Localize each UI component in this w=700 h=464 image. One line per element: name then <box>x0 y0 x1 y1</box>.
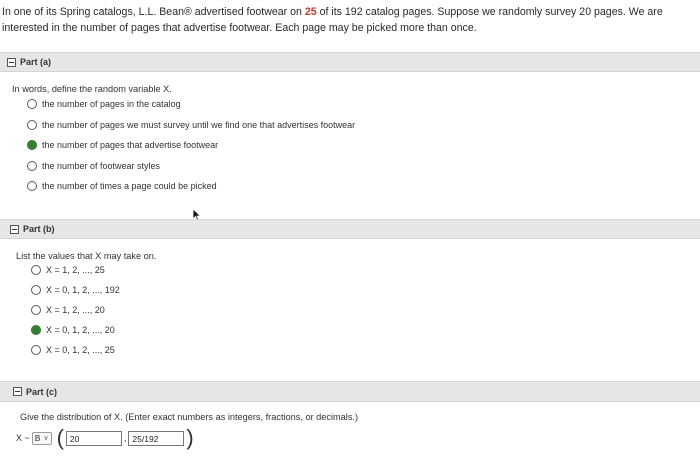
option-label: X = 1, 2, ..., 25 <box>46 265 105 275</box>
part-a-option-0[interactable] <box>27 99 181 109</box>
option-label: X = 1, 2, ..., 20 <box>46 305 105 315</box>
collapse-icon[interactable] <box>13 387 22 396</box>
part-a-option-4[interactable] <box>27 181 217 191</box>
part-a-header[interactable] <box>0 52 700 72</box>
part-b-question: List the values that X may take on. <box>16 251 157 261</box>
intro-highlight: 25 <box>304 6 317 18</box>
close-paren: ) <box>186 425 194 450</box>
option-label: the number of times a page could be picked <box>42 181 217 191</box>
radio-button[interactable] <box>31 265 41 275</box>
radio-button[interactable] <box>31 285 41 295</box>
part-a-title: Part (a) <box>20 57 52 67</box>
open-paren: ( <box>56 425 64 450</box>
radio-button[interactable] <box>31 345 41 355</box>
option-label: X = 0, 1, 2, ..., 192 <box>46 285 120 295</box>
option-label: the number of footwear styles <box>42 161 161 171</box>
param-n-input[interactable]: 20 <box>66 431 122 446</box>
part-b-option-3[interactable] <box>31 325 115 335</box>
distribution-row <box>16 427 196 449</box>
param-p-input[interactable]: 25/192 <box>128 431 184 446</box>
radio-button[interactable] <box>27 99 37 109</box>
part-b-title: Part (b) <box>23 224 55 234</box>
intro-text-2: of its 192 catalog pages. Suppose we randomly survey 20 pages. We are interested in the number of pages that advertise footwear. Each page may be picked more than once. <box>2 6 663 34</box>
radio-button[interactable] <box>27 161 37 171</box>
option-label: the number of pages we must survey until we find one that advertises footwear <box>42 120 356 130</box>
part-a-option-3[interactable] <box>27 161 160 171</box>
option-label: X = 0, 1, 2, ..., 25 <box>46 345 115 355</box>
part-b-option-4[interactable] <box>31 345 115 355</box>
x-tilde-label: X ~ <box>16 433 30 443</box>
part-b-option-2[interactable] <box>31 305 105 315</box>
part-a-option-1[interactable] <box>27 120 355 130</box>
part-b-option-1[interactable] <box>31 285 120 295</box>
part-a-option-2[interactable] <box>27 140 218 150</box>
radio-button-selected[interactable] <box>31 325 41 335</box>
param-separator: , <box>123 433 127 443</box>
option-label: X = 0, 1, 2, ..., 20 <box>46 325 115 335</box>
intro-text-1: In one of its Spring catalogs, L.L. Bean® advertised footwear on <box>2 6 305 18</box>
problem-statement <box>2 4 696 36</box>
distribution-select[interactable] <box>32 432 52 445</box>
part-c-header[interactable] <box>0 381 700 402</box>
collapse-icon[interactable] <box>7 58 16 67</box>
part-b-header[interactable] <box>0 219 700 239</box>
part-c-question: Give the distribution of X. (Enter exact numbers as integers, fractions, or decimals.) <box>20 412 359 422</box>
chevron-down-icon: ∨ <box>43 435 49 442</box>
part-c-title: Part (c) <box>26 386 58 397</box>
option-label: the number of pages in the catalog <box>42 99 181 109</box>
part-a-question: In words, define the random variable X. <box>12 84 172 94</box>
radio-button[interactable] <box>31 305 41 315</box>
distribution-select-value: B <box>34 433 41 443</box>
part-b-option-0[interactable] <box>31 265 105 275</box>
radio-button[interactable] <box>27 181 37 191</box>
radio-button-selected[interactable] <box>27 140 37 150</box>
collapse-icon[interactable] <box>10 225 19 234</box>
radio-button[interactable] <box>27 120 37 130</box>
option-label: the number of pages that advertise footwear <box>42 140 219 150</box>
